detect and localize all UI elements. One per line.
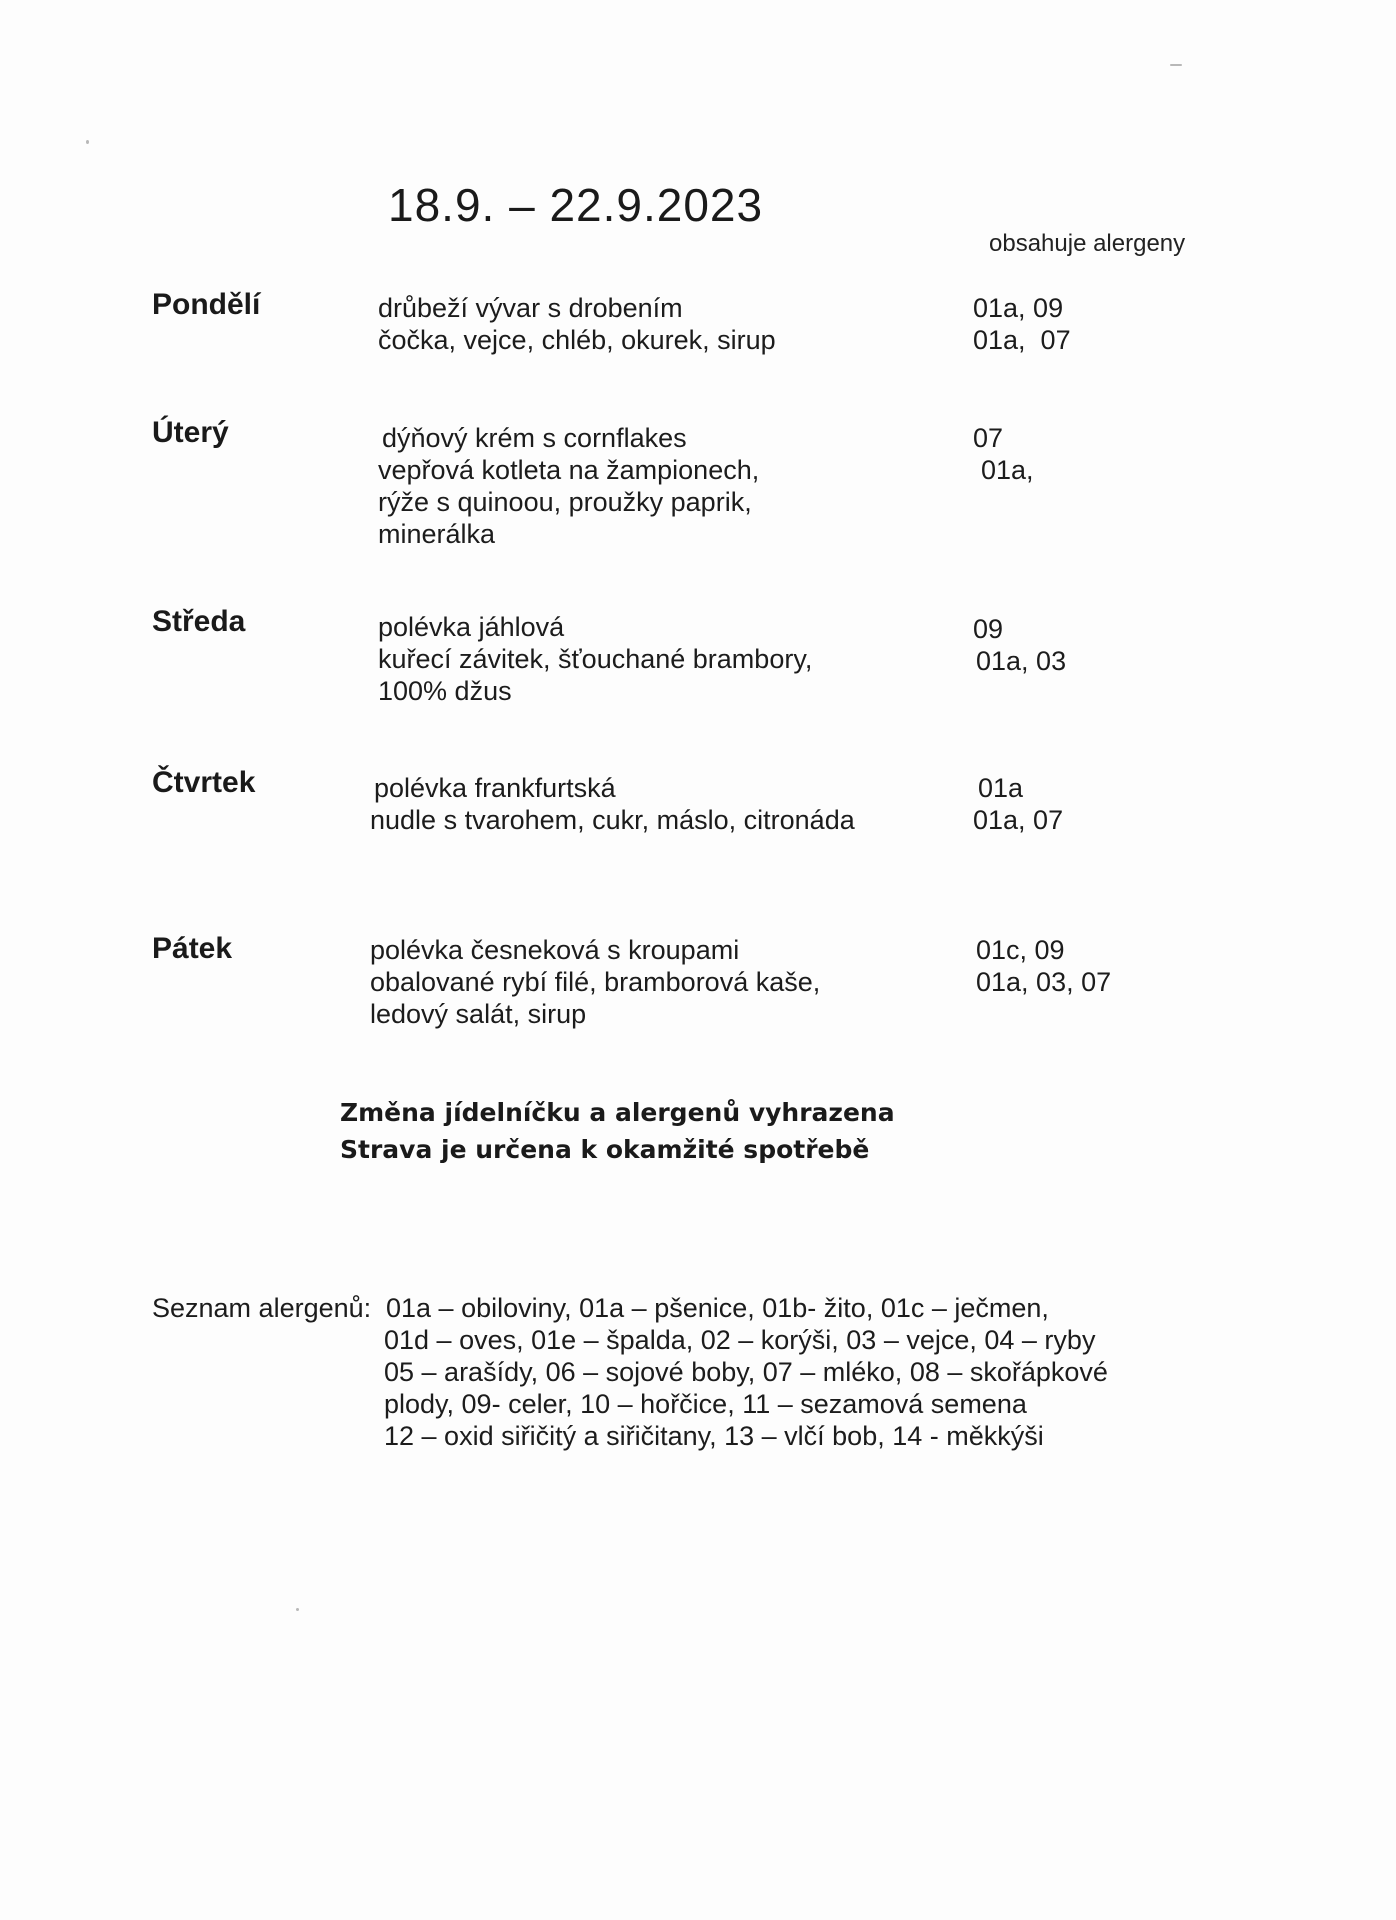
scan-speck	[296, 1608, 299, 1611]
meal-line: 100% džus	[378, 676, 512, 706]
allergen-list-line: 01d – oves, 01e – špalda, 02 – korýši, 03 – vejce, 04 – ryby	[384, 1325, 1096, 1355]
allergen-codes: 01c, 09	[976, 935, 1065, 965]
allergen-column-label: obsahuje alergeny	[989, 230, 1186, 257]
meal-line: polévka česneková s kroupami	[370, 935, 740, 965]
scan-speck	[86, 140, 89, 144]
allergen-codes: 01a	[978, 773, 1024, 803]
day-name: Úterý	[152, 416, 229, 449]
allergen-codes: 01a, 03, 07	[976, 967, 1112, 997]
meal-line: polévka jáhlová	[378, 612, 565, 642]
meal-line: rýže s quinoou, proužky paprik,	[378, 487, 752, 517]
allergen-list-line: 12 – oxid siřičitý a siřičitany, 13 – vlčí bob, 14 - měkkýši	[384, 1421, 1044, 1451]
scan-speck	[1170, 64, 1182, 66]
meal-line: minerálka	[378, 519, 496, 549]
allergen-codes: 01a, 07	[973, 805, 1064, 835]
allergen-list-line: plody, 09- celer, 10 – hořčice, 11 – sezamová semena	[384, 1389, 1027, 1419]
meal-line: ledový salát, sirup	[370, 999, 587, 1029]
meal-line: vepřová kotleta na žampionech,	[378, 455, 760, 485]
allergen-codes: 01a,	[981, 455, 1034, 485]
week-date-range: 18.9. – 22.9.2023	[388, 179, 764, 231]
meal-line: čočka, vejce, chléb, okurek, sirup	[378, 325, 776, 355]
meal-line: kuřecí závitek, šťouchané brambory,	[378, 644, 813, 674]
meal-line: dýňový krém s cornflakes	[382, 423, 687, 453]
allergen-codes: 07	[973, 423, 1004, 453]
day-name: Pátek	[152, 932, 233, 965]
allergen-list-label: Seznam alergenů:	[152, 1293, 372, 1323]
meal-line: obalované rybí filé, bramborová kaše,	[370, 967, 821, 997]
meal-line: polévka frankfurtská	[374, 773, 616, 803]
day-name: Pondělí	[152, 288, 261, 321]
notice-menu-change: Změna jídelníčku a alergenů vyhrazena	[340, 1098, 895, 1127]
allergen-codes: 09	[973, 614, 1004, 644]
day-name: Středa	[152, 605, 246, 638]
allergen-list-line: 01a – obiloviny, 01a – pšenice, 01b- žito, 01c – ječmen,	[386, 1293, 1049, 1323]
allergen-codes: 01a, 09	[973, 293, 1064, 323]
allergen-list-line: 05 – arašídy, 06 – sojové boby, 07 – mléko, 08 – skořápkové	[384, 1357, 1108, 1387]
day-name: Čtvrtek	[152, 766, 256, 799]
allergen-codes: 01a, 03	[976, 646, 1067, 676]
meal-line: nudle s tvarohem, cukr, máslo, citronáda	[370, 805, 855, 835]
notice-immediate-consumption: Strava je určena k okamžité spotřebě	[340, 1135, 870, 1164]
allergen-codes: 01a, 07	[973, 325, 1071, 355]
meal-line: drůbeží vývar s drobením	[378, 293, 683, 323]
